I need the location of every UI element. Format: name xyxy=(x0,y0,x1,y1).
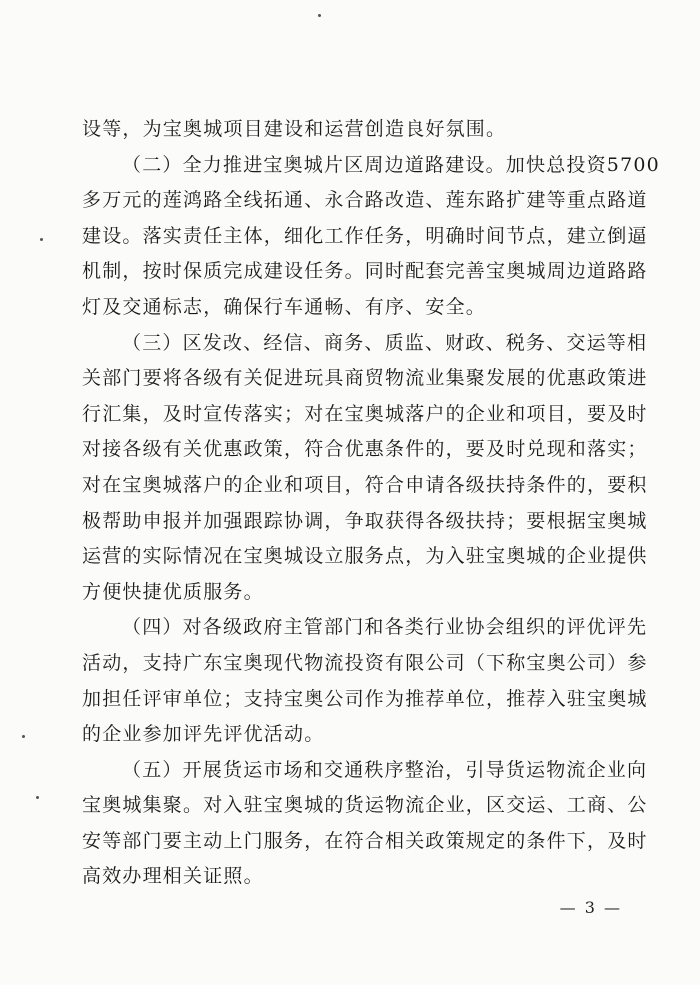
text-line: 关部门要将各级有关促进玩具商贸物流业集聚发展的优惠政策进 xyxy=(82,367,648,390)
text-line: 建设。落实责任主体，细化工作任务，明确时间节点，建立倒逼 xyxy=(82,224,648,247)
text-line: 多万元的莲鸿路全线拓通、永合路改造、莲东路扩建等重点路道 xyxy=(82,189,648,212)
text-line: 机制，按时保质完成建设任务。同时配套完善宝奥城周边道路路 xyxy=(82,260,648,283)
text-line: 安等部门要主动上门服务，在符合相关政策规定的条件下，及时 xyxy=(82,829,648,852)
text-line: 灯及交通标志，确保行车通畅、有序、安全。 xyxy=(82,295,487,318)
text-line: 高效办理相关证照。 xyxy=(82,865,264,888)
text-line: 对在宝奥城落户的企业和项目，符合申请各级扶持条件的，要积 xyxy=(82,473,648,496)
text-line: 方便快捷优质服务。 xyxy=(82,580,264,603)
scan-speck xyxy=(40,238,43,241)
scan-speck xyxy=(36,796,39,799)
section-4-heading-line: （四）对各级政府主管部门和各类行业协会组织的评优评先 xyxy=(122,616,648,639)
body-text xyxy=(82,112,660,895)
text-line: 极帮助申报并加强跟踪协调，争取获得各级扶持；要根据宝奥城 xyxy=(82,509,648,532)
section-2-heading-line: （二）全力推进宝奥城片区周边道路建设。加快总投资5700 xyxy=(122,153,660,176)
text-line: 加担任评审单位；支持宝奥公司作为推荐单位，推荐入驻宝奥城 xyxy=(82,687,648,710)
section-3-heading-line: （三）区发改、经信、商务、质监、财政、税务、交运等相 xyxy=(122,331,648,354)
text-line: 行汇集，及时宣传落实；对在宝奥城落户的企业和项目，要及时 xyxy=(82,402,648,425)
text-line: 的企业参加评先评优活动。 xyxy=(82,723,325,746)
text-line: 宝奥城集聚。对入驻宝奥城的货运物流企业，区交运、工商、公 xyxy=(82,794,648,817)
page-number: — 3 — xyxy=(559,898,622,917)
text-line: 设等，为宝奥城项目建设和运营创造良好氛围。 xyxy=(82,118,507,140)
text-line: 运营的实际情况在宝奥城设立服务点，为入驻宝奥城的企业提供 xyxy=(82,545,648,568)
scan-speck xyxy=(318,14,321,17)
section-5-heading-line: （五）开展货运市场和交通秩序整治，引导货运物流企业向 xyxy=(122,758,648,781)
scan-speck xyxy=(22,735,25,738)
text-line: 对接各级有关优惠政策，符合优惠条件的，要及时兑现和落实； xyxy=(82,438,648,461)
text-line: 活动，支持广东宝奥现代物流投资有限公司（下称宝奥公司）参 xyxy=(82,651,648,674)
